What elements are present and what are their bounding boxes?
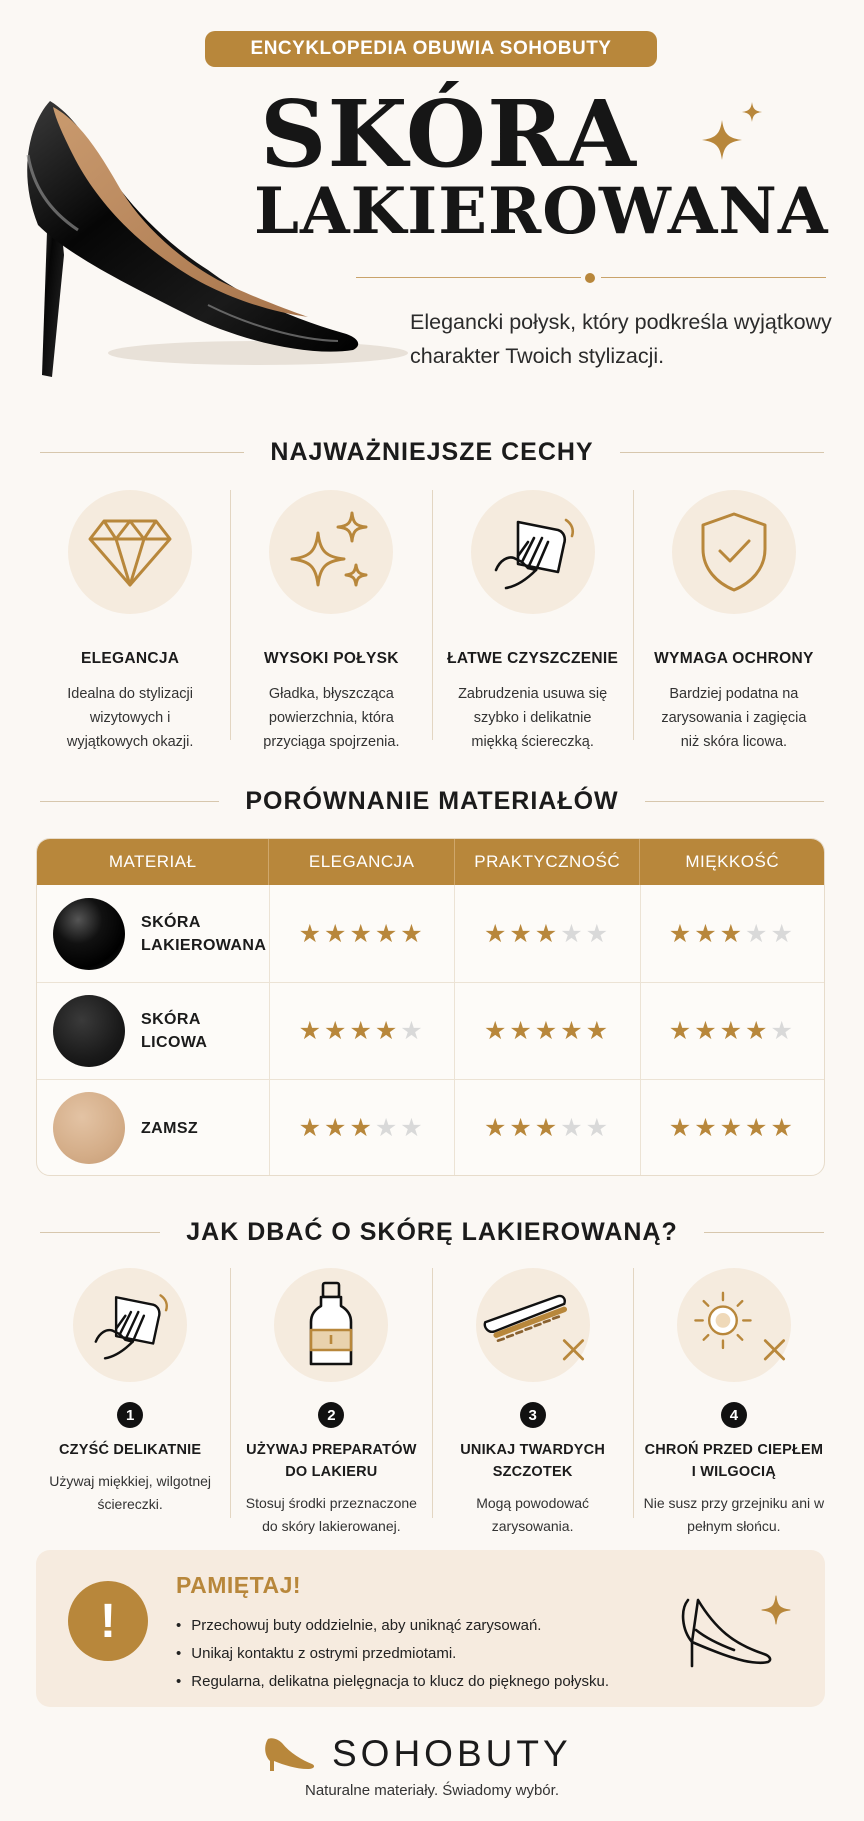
star-filled-icon: ★ [349,1017,375,1045]
star-filled-icon: ★ [745,1017,771,1045]
brand-name: SOHOBUTY [332,1733,572,1774]
step-number: 2 [318,1402,344,1428]
rating-stars [640,983,824,1079]
feature-gloss [230,490,431,750]
star-filled-icon: ★ [400,919,426,948]
diamond-icon [88,517,172,587]
star-filled-icon: ★ [349,919,375,948]
star-filled-icon: ★ [719,1114,746,1142]
brush-cross-icon [476,1280,590,1370]
rating-stars [640,1080,824,1176]
care-step [432,1268,633,1534]
star-filled-icon: ★ [668,1114,695,1142]
hero-subtitle: Elegancki połysk, który podkreśla wyjątkowy charakter Twoich stylizacji. [410,310,832,368]
remember-box [36,1550,825,1707]
rating-stars [269,885,454,982]
star-filled-icon: ★ [668,1017,695,1045]
feature-title: WYSOKI POŁYSK [263,650,399,667]
step-desc: Stosuj środki przeznaczone do skóry lakierowanej. [245,1495,417,1534]
star-filled-icon: ★ [374,1017,401,1045]
star-filled-icon: ★ [509,1114,535,1142]
list-item: • Regularna, delikatna pielęgnacja to klucz do pięknego połysku. [176,1668,609,1696]
table-row [37,885,824,982]
feature-desc: Gładka, błyszcząca powierzchnia, która przyciąga spojrzenia. [263,686,400,750]
step-number: 1 [117,1402,143,1428]
star-filled-icon: ★ [694,919,720,948]
features-grid [30,490,834,750]
star-filled-icon: ★ [534,919,561,948]
star-empty-icon: ★ [770,919,796,948]
features-heading: NAJWAŻNIEJSZE CECHY [40,436,824,468]
shoe-sparkle-icon [676,1590,796,1670]
star-filled-icon: ★ [298,1114,325,1142]
feature-elegance [30,490,230,750]
care-step [633,1268,834,1534]
step-number: 4 [721,1402,747,1428]
care-step [30,1268,230,1518]
footer-brand [262,1733,572,1775]
table-header [37,839,824,885]
step-title: UNIKAJ TWARDYCH SZCZOTEK [460,1442,606,1480]
star-empty-icon: ★ [400,1017,426,1045]
star-filled-icon: ★ [745,1114,771,1142]
rating-stars [454,983,639,1079]
star-filled-icon: ★ [483,1017,510,1045]
column-header: ELEGANCJA [268,839,454,885]
exclamation-icon: ! [68,1581,148,1661]
rating-stars [640,885,824,982]
feature-desc: Bardziej podatna na zarysowania i zagięcia niż skóra licowa. [661,686,807,750]
table-row [37,982,824,1079]
star-empty-icon: ★ [745,919,771,948]
material-name: SKÓRA LAKIEROWANA [141,913,267,954]
remember-title: PAMIĘTAJ! [176,1572,302,1598]
star-filled-icon: ★ [719,919,746,948]
star-filled-icon: ★ [374,919,401,948]
sparkles-icon [700,100,770,170]
comparison-table [36,838,825,1176]
step-desc: Używaj miękkiej, wilgotnej ściereczki. [49,1473,212,1512]
star-empty-icon: ★ [560,919,586,948]
feature-desc: Idealna do stylizacji wizytowych i wyjątkowych okazji. [66,686,194,750]
feature-cleaning [432,490,633,750]
star-empty-icon: ★ [400,1114,426,1142]
rating-stars [454,885,639,982]
title-line-2: LAKIEROWANA [254,174,829,249]
encyclopedia-badge: ENCYKLOPEDIA OBUWIA SOHOBUTY [205,31,657,67]
step-desc: Mogą powodować zarysowania. [476,1495,590,1534]
material-name: SKÓRA LICOWA [141,1011,208,1051]
star-empty-icon: ★ [560,1114,586,1142]
star-filled-icon: ★ [770,1114,796,1142]
column-header: PRAKTYCZNOŚĆ [454,839,640,885]
step-desc: Nie susz przy grzejniku ani w pełnym słońcu. [643,1495,825,1534]
footer-tagline: Naturalne materiały. Świadomy wybór. [305,1782,559,1799]
star-filled-icon: ★ [694,1114,720,1142]
star-filled-icon: ★ [719,1017,746,1045]
star-filled-icon: ★ [509,1017,535,1045]
feature-title: ELEGANCJA [80,650,180,667]
star-filled-icon: ★ [483,919,510,948]
step-title: UŻYWAJ PREPARATÓW DO LAKIERU [246,1442,417,1480]
shield-check-icon [699,511,769,593]
star-filled-icon: ★ [534,1114,561,1142]
feature-protection [633,490,834,750]
care-heading: JAK DBAĆ O SKÓRĘ LAKIEROWANĄ? [40,1216,824,1248]
material-name: ZAMSZ [141,1119,199,1137]
care-steps [30,1268,834,1534]
grain-leather-swatch [53,995,125,1067]
rating-stars [269,983,454,1079]
step-title: CZYŚĆ DELIKATNIE [58,1442,202,1458]
column-header: MATERIAŁ [108,852,197,871]
hero-divider [356,272,826,284]
step-number: 3 [520,1402,546,1428]
star-filled-icon: ★ [534,1017,561,1045]
remember-list [176,1612,609,1696]
title-line-1: SKÓRA [260,80,637,188]
list-item: • Unikaj kontaktu z ostrymi przedmiotami. [176,1640,609,1668]
feature-title: WYMAGA OCHRONY [654,650,814,667]
sparkles-icon [288,509,374,595]
cloth-hand-icon [88,1288,172,1362]
rating-stars [269,1080,454,1176]
star-filled-icon: ★ [585,1017,612,1045]
column-header: MIĘKKOŚĆ [639,839,824,885]
care-step [230,1268,431,1534]
list-item: • Przechowuj buty oddzielnie, aby uniknąć zarysowań. [176,1612,609,1640]
table-row [37,1079,824,1176]
suede-swatch [53,1092,125,1164]
feature-desc: Zabrudzenia usuwa się szybko i delikatnie miękką ściereczką. [458,686,608,750]
rating-stars [454,1080,639,1176]
star-filled-icon: ★ [560,1017,586,1045]
star-empty-icon: ★ [374,1114,401,1142]
star-filled-icon: ★ [349,1114,375,1142]
star-filled-icon: ★ [668,919,695,948]
star-filled-icon: ★ [298,919,325,948]
heel-logo-icon [262,1735,318,1773]
feature-title: ŁATWE CZYSZCZENIE [447,650,619,667]
sun-cross-icon [677,1280,791,1370]
star-filled-icon: ★ [298,1017,325,1045]
star-filled-icon: ★ [324,1114,350,1142]
star-filled-icon: ★ [324,919,350,948]
star-filled-icon: ★ [324,1017,350,1045]
step-title: CHROŃ PRZED CIEPŁEM I WILGOCIĄ [644,1442,824,1480]
bottle-icon [306,1280,356,1370]
star-empty-icon: ★ [585,1114,612,1142]
star-filled-icon: ★ [694,1017,720,1045]
star-empty-icon: ★ [585,919,612,948]
cleaning-hand-icon [488,512,578,592]
patent-leather-swatch [53,898,125,970]
star-filled-icon: ★ [509,919,535,948]
star-empty-icon: ★ [770,1017,796,1045]
comparison-heading: PORÓWNANIE MATERIAŁÓW [40,785,824,817]
star-filled-icon: ★ [483,1114,510,1142]
